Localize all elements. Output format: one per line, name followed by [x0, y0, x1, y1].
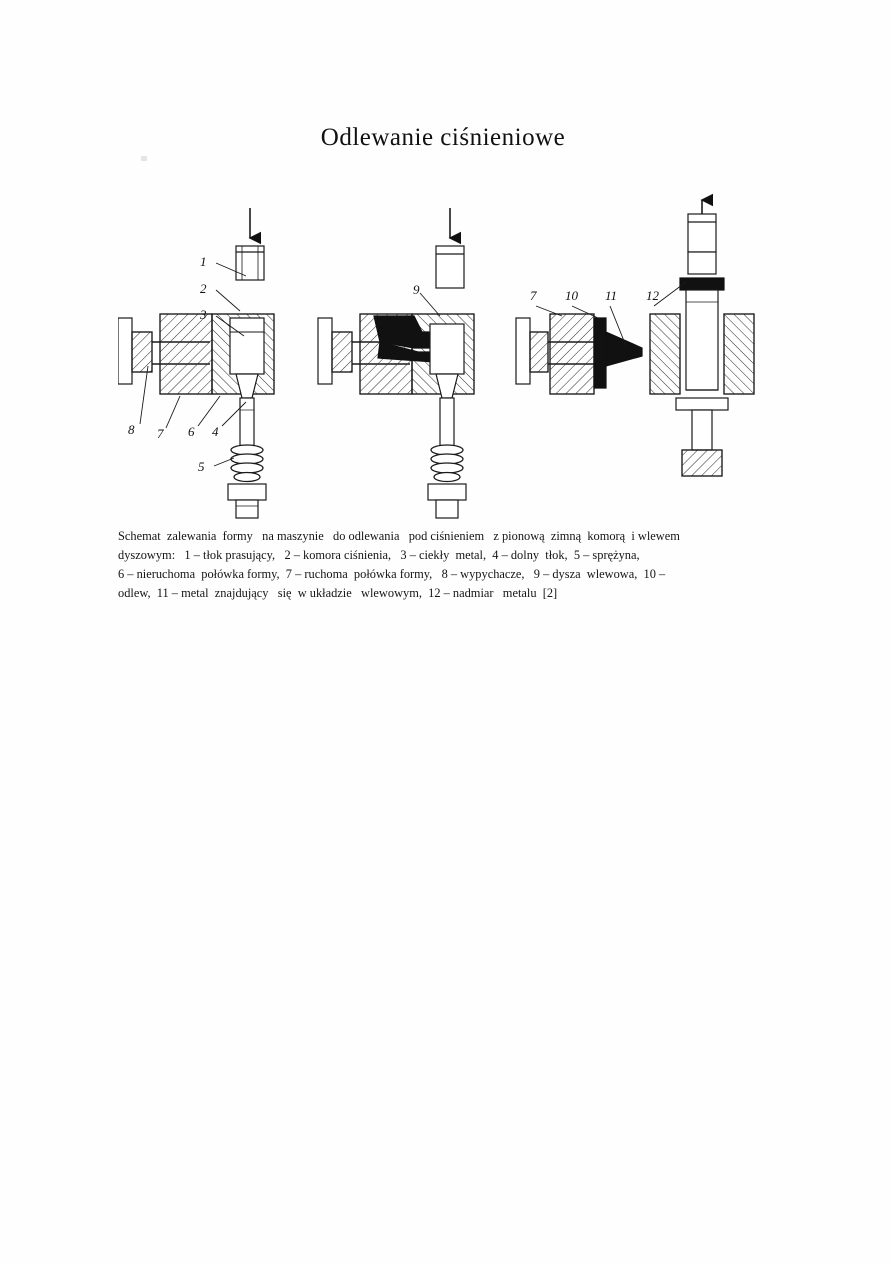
caption-line-1: Schemat zalewania formy na maszynie do odlewania pod ciśnieniem z pionową zimną komorą i wlewem — [118, 529, 680, 543]
stage-3-group — [516, 200, 754, 476]
casting-machine-diagram — [118, 166, 768, 556]
callout-11: 11 — [605, 288, 618, 303]
caption-line-2: dyszowym: 1 – tłok prasujący, 2 – komora ciśnienia, 3 – ciekły metal, 4 – dolny tłok, 5 – sprężyna, — [118, 547, 640, 562]
callout-2: 2 — [200, 281, 207, 296]
caption-line-3: 6 – nieruchoma połówka formy, 7 – ruchoma połówka formy, 8 – wypychacze, 9 – dysza wlewowa, 10 – — [118, 566, 666, 581]
callout-5: 5 — [198, 459, 205, 474]
caption-line-4: odlew, 11 – metal znajdujący się w układzie wlewowym, 12 – nadmiar metalu [2] — [118, 585, 558, 600]
callout-7a: 7 — [157, 426, 164, 441]
callout-9: 9 — [413, 282, 420, 297]
figure-caption — [118, 527, 770, 602]
callout-3: 3 — [200, 307, 207, 322]
callout-7b: 7 — [530, 288, 537, 303]
callout-10: 10 — [565, 288, 578, 303]
figure-title: Odlewanie ciśnieniowe — [320, 124, 566, 151]
stage-1-group — [118, 208, 274, 518]
stage-2-group — [318, 208, 474, 518]
callout-8: 8 — [128, 422, 135, 437]
callout-4: 4 — [212, 424, 219, 439]
callout-12: 12 — [646, 288, 659, 303]
callout-1: 1 — [200, 254, 207, 269]
callout-6: 6 — [188, 424, 195, 439]
